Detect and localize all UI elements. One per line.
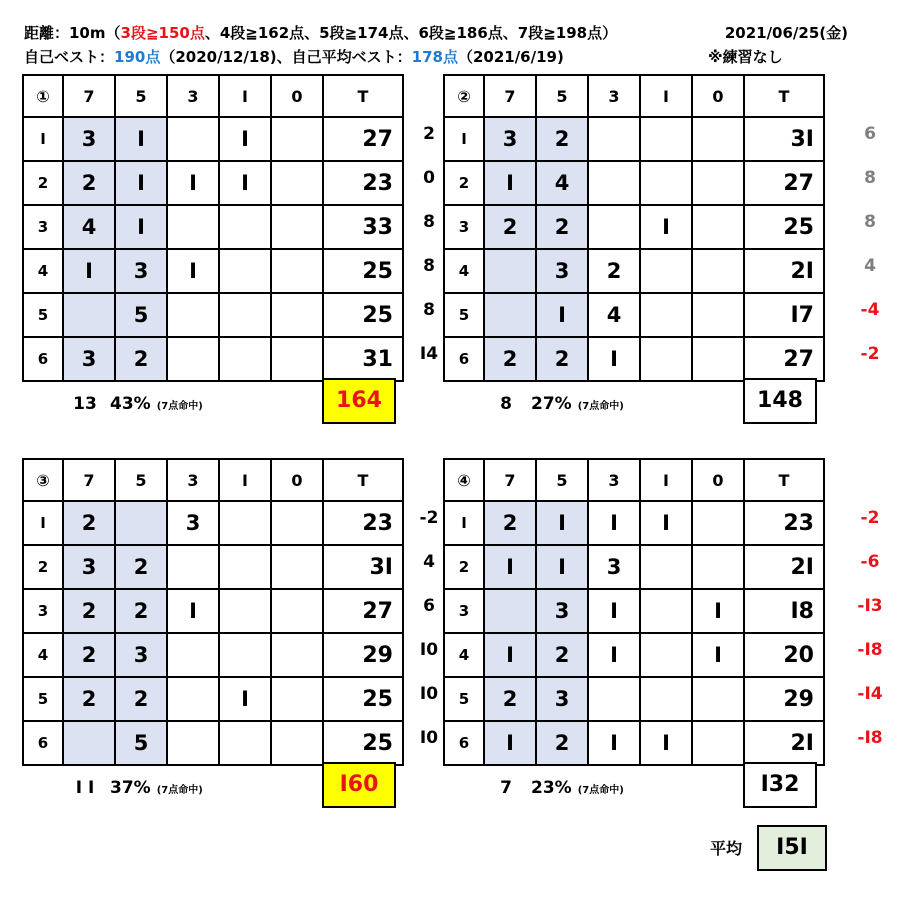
end-number: I	[23, 117, 63, 161]
right-diff-value: -I3	[857, 596, 883, 616]
hit-count-c1	[219, 721, 271, 765]
hit-count-c0	[271, 205, 323, 249]
round-label: ③	[23, 459, 63, 501]
seven-hit-note: (7点命中)	[577, 401, 624, 412]
mid-diff-value: 2	[423, 124, 435, 144]
score-table-1	[22, 74, 404, 382]
end-total: 27	[323, 589, 403, 633]
right-diff-value: -2	[860, 344, 880, 364]
hit-count-c0: I	[692, 589, 744, 633]
right-diff-value: -6	[860, 552, 880, 572]
right-diff-value: -4	[860, 300, 880, 320]
hit-count-c1	[219, 545, 271, 589]
best-label: 自己ベスト：	[24, 48, 115, 66]
hit-count-c7: 3	[63, 117, 115, 161]
criteria-suffix: 、4段≧162点、5段≧174点、6段≧186点、7段≧198点）	[204, 24, 618, 42]
end-number: 4	[444, 249, 484, 293]
end-number: I	[23, 501, 63, 545]
hit-count-c1: I	[219, 677, 271, 721]
column-header: 7	[63, 75, 115, 117]
table-row	[444, 589, 824, 633]
hit-count-c3	[588, 205, 640, 249]
table-row	[23, 337, 403, 381]
hit-summary	[493, 394, 624, 414]
column-header: 5	[115, 459, 167, 501]
hit-count-c0	[692, 293, 744, 337]
hit-count-c5: 3	[536, 589, 588, 633]
seven-hit-percent: 23%	[531, 778, 572, 798]
hit-count-c0	[692, 545, 744, 589]
hit-count-c5: I	[115, 117, 167, 161]
seven-hit-count: 7	[500, 778, 512, 798]
hit-count-c0	[692, 721, 744, 765]
table-row	[23, 677, 403, 721]
column-header: 7	[484, 75, 536, 117]
hit-count-c7: I	[484, 633, 536, 677]
hit-count-c5: 2	[536, 337, 588, 381]
seven-hit-percent: 27%	[531, 394, 572, 414]
column-header: 0	[692, 75, 744, 117]
column-header: 5	[115, 75, 167, 117]
best-date: （2020/12/18)、自己平均ベスト：	[160, 48, 412, 66]
right-diff-value: -I4	[857, 684, 883, 704]
hit-count-c7: 2	[63, 633, 115, 677]
seven-hit-count: 13	[73, 394, 97, 414]
end-total: 20	[744, 633, 824, 677]
hit-count-c7: I	[484, 721, 536, 765]
hit-count-c7: 3	[63, 337, 115, 381]
column-header: 5	[536, 459, 588, 501]
avg-best-date: （2021/6/19)	[457, 48, 564, 66]
hit-count-c0	[271, 633, 323, 677]
end-number: 5	[23, 293, 63, 337]
right-diff-value: -2	[860, 508, 880, 528]
hit-count-c5: I	[536, 545, 588, 589]
mid-diff-value: 6	[423, 596, 435, 616]
hit-count-c7	[484, 249, 536, 293]
hit-count-c7: I	[484, 545, 536, 589]
hit-count-c7: 2	[63, 501, 115, 545]
average-value: I5I	[757, 825, 827, 871]
end-number: 2	[23, 161, 63, 205]
right-diff-value: 8	[864, 168, 876, 188]
seven-hit-note: (7点命中)	[577, 785, 624, 796]
hit-count-c7: 2	[484, 501, 536, 545]
end-total: 33	[323, 205, 403, 249]
score-table-3	[22, 458, 404, 766]
column-header: I	[640, 459, 692, 501]
hit-count-c5: 2	[536, 205, 588, 249]
hit-count-c7: 2	[63, 677, 115, 721]
hit-count-c1	[219, 293, 271, 337]
end-number: 2	[444, 545, 484, 589]
end-total: 23	[744, 501, 824, 545]
round-total: 148	[743, 378, 817, 424]
end-total: I8	[744, 589, 824, 633]
hit-count-c1	[640, 161, 692, 205]
mid-diff-value: I0	[419, 728, 439, 748]
end-total: 3I	[744, 117, 824, 161]
column-header: T	[323, 459, 403, 501]
end-total: 27	[744, 161, 824, 205]
hit-count-c3	[167, 117, 219, 161]
table-row	[23, 161, 403, 205]
end-number: 3	[23, 205, 63, 249]
column-header: 7	[63, 459, 115, 501]
table-row	[23, 293, 403, 337]
hit-count-c3	[167, 721, 219, 765]
column-header: 0	[692, 459, 744, 501]
column-header: 0	[271, 459, 323, 501]
table-row	[23, 545, 403, 589]
end-number: 6	[444, 721, 484, 765]
table-row	[444, 633, 824, 677]
column-header: T	[744, 459, 824, 501]
score-table-4	[443, 458, 825, 766]
end-number: 4	[444, 633, 484, 677]
right-diff-value: -I8	[857, 640, 883, 660]
end-number: 6	[23, 337, 63, 381]
end-total: 27	[323, 117, 403, 161]
end-number: 5	[444, 677, 484, 721]
hit-count-c0	[271, 249, 323, 293]
table-row	[444, 501, 824, 545]
hit-count-c1: I	[219, 117, 271, 161]
table-row	[444, 161, 824, 205]
hit-count-c3: 4	[588, 293, 640, 337]
end-number: 3	[444, 205, 484, 249]
hit-count-c0	[271, 501, 323, 545]
hit-count-c3: I	[167, 589, 219, 633]
end-total: 2I	[744, 721, 824, 765]
end-total: 25	[323, 249, 403, 293]
table-row	[23, 249, 403, 293]
hit-count-c5: 3	[536, 677, 588, 721]
hit-count-c5: I	[115, 205, 167, 249]
column-header: T	[744, 75, 824, 117]
mid-diff-value: 8	[423, 212, 435, 232]
hit-count-c3: I	[588, 337, 640, 381]
column-header: 5	[536, 75, 588, 117]
hit-count-c3	[167, 677, 219, 721]
practice-note: ※練習なし	[708, 48, 783, 66]
hit-count-c0	[271, 545, 323, 589]
end-total: 23	[323, 161, 403, 205]
table-row	[444, 205, 824, 249]
end-total: 23	[323, 501, 403, 545]
hit-count-c7: 2	[63, 161, 115, 205]
hit-count-c1: I	[640, 501, 692, 545]
hit-summary	[72, 394, 203, 414]
end-number: I	[444, 501, 484, 545]
round-label: ②	[444, 75, 484, 117]
column-header: 3	[167, 459, 219, 501]
score-table-2	[443, 74, 825, 382]
hit-count-c1	[219, 205, 271, 249]
hit-count-c5: 2	[536, 721, 588, 765]
end-number: 6	[23, 721, 63, 765]
hit-count-c3: I	[167, 161, 219, 205]
table-row	[23, 501, 403, 545]
hit-count-c5: 3	[536, 249, 588, 293]
end-total: 3I	[323, 545, 403, 589]
hit-count-c5: 2	[115, 677, 167, 721]
end-total: 27	[744, 337, 824, 381]
avg-best-score: 178点	[411, 48, 458, 66]
hit-count-c5: I	[536, 293, 588, 337]
criteria-3dan: 3段≧150点	[120, 24, 205, 42]
hit-count-c1: I	[640, 205, 692, 249]
column-header: 3	[167, 75, 219, 117]
end-number: 4	[23, 249, 63, 293]
hit-count-c5: 3	[115, 633, 167, 677]
seven-hit-note: (7点命中)	[156, 785, 203, 796]
hit-count-c5: 2	[115, 337, 167, 381]
table-row	[444, 677, 824, 721]
criteria-prefix: 距離：10m（	[24, 24, 121, 42]
hit-count-c0	[692, 501, 744, 545]
hit-count-c3: I	[588, 633, 640, 677]
mid-diff-value: I4	[419, 344, 439, 364]
end-number: 4	[23, 633, 63, 677]
hit-count-c0	[692, 161, 744, 205]
mid-diff-value: 8	[423, 300, 435, 320]
end-total: 25	[323, 677, 403, 721]
hit-count-c1	[640, 589, 692, 633]
seven-hit-count: I I	[75, 778, 95, 798]
seven-hit-count: 8	[500, 394, 512, 414]
end-number: 3	[23, 589, 63, 633]
hit-count-c7: 2	[484, 677, 536, 721]
hit-count-c1	[219, 633, 271, 677]
hit-count-c0	[692, 205, 744, 249]
hit-count-c3	[167, 545, 219, 589]
hit-count-c3	[588, 161, 640, 205]
hit-count-c5: 2	[115, 589, 167, 633]
hit-count-c7: I	[484, 161, 536, 205]
seven-hit-note: (7点命中)	[156, 401, 203, 412]
right-diff-value: 4	[864, 256, 876, 276]
end-total: 25	[744, 205, 824, 249]
hit-count-c0	[271, 589, 323, 633]
table-row	[444, 545, 824, 589]
hit-count-c1	[219, 501, 271, 545]
personal-best-line	[24, 46, 564, 67]
hit-count-c3: I	[588, 501, 640, 545]
hit-count-c7	[484, 293, 536, 337]
hit-count-c0	[271, 161, 323, 205]
hit-count-c3: 3	[167, 501, 219, 545]
end-number: I	[444, 117, 484, 161]
end-total: 2I	[744, 249, 824, 293]
table-row	[444, 721, 824, 765]
average-label: 平均	[710, 839, 743, 858]
hit-count-c5: 3	[115, 249, 167, 293]
hit-count-c3: I	[588, 589, 640, 633]
seven-hit-percent: 43%	[110, 394, 151, 414]
table-row	[444, 293, 824, 337]
hit-count-c1	[640, 677, 692, 721]
end-total: 29	[744, 677, 824, 721]
table-row	[23, 205, 403, 249]
hit-count-c7: 2	[484, 337, 536, 381]
end-number: 2	[444, 161, 484, 205]
hit-count-c7: 2	[484, 205, 536, 249]
hit-count-c3	[167, 337, 219, 381]
hit-count-c1	[640, 117, 692, 161]
hit-count-c5: I	[536, 501, 588, 545]
hit-count-c1	[219, 249, 271, 293]
hit-count-c3	[588, 677, 640, 721]
round-label: ①	[23, 75, 63, 117]
distance-criteria	[24, 22, 617, 43]
hit-count-c7: 4	[63, 205, 115, 249]
end-total: 2I	[744, 545, 824, 589]
hit-count-c5	[115, 501, 167, 545]
hit-count-c7	[484, 589, 536, 633]
hit-count-c0	[271, 293, 323, 337]
table-row	[444, 249, 824, 293]
table-row	[23, 589, 403, 633]
hit-count-c0	[271, 721, 323, 765]
column-header: 3	[588, 75, 640, 117]
round-total: I60	[322, 762, 396, 808]
hit-count-c1	[219, 337, 271, 381]
hit-summary	[72, 778, 203, 798]
column-header: 7	[484, 459, 536, 501]
hit-count-c1	[219, 589, 271, 633]
hit-count-c0	[692, 677, 744, 721]
table-row	[444, 337, 824, 381]
mid-diff-value: -2	[419, 508, 439, 528]
hit-count-c5: I	[115, 161, 167, 205]
seven-hit-percent: 37%	[110, 778, 151, 798]
end-total: 29	[323, 633, 403, 677]
hit-count-c1	[640, 545, 692, 589]
hit-count-c0	[692, 117, 744, 161]
hit-count-c5: 2	[536, 117, 588, 161]
right-diff-value: 6	[864, 124, 876, 144]
hit-count-c1	[640, 633, 692, 677]
table-row	[23, 633, 403, 677]
end-number: 2	[23, 545, 63, 589]
end-number: 3	[444, 589, 484, 633]
hit-count-c0	[271, 337, 323, 381]
right-diff-value: 8	[864, 212, 876, 232]
hit-count-c7	[63, 721, 115, 765]
hit-count-c1: I	[219, 161, 271, 205]
hit-count-c3	[167, 205, 219, 249]
hit-count-c5: 2	[115, 545, 167, 589]
column-header: 3	[588, 459, 640, 501]
column-header: I	[219, 459, 271, 501]
hit-count-c3: I	[588, 721, 640, 765]
hit-count-c3: I	[167, 249, 219, 293]
right-diff-value: -I8	[857, 728, 883, 748]
hit-count-c0	[271, 117, 323, 161]
hit-count-c1	[640, 293, 692, 337]
column-header: I	[640, 75, 692, 117]
hit-count-c7: 3	[63, 545, 115, 589]
round-label: ④	[444, 459, 484, 501]
end-total: I7	[744, 293, 824, 337]
hit-count-c7: 3	[484, 117, 536, 161]
end-total: 25	[323, 293, 403, 337]
end-number: 5	[444, 293, 484, 337]
column-header: I	[219, 75, 271, 117]
hit-count-c1	[640, 337, 692, 381]
column-header: T	[323, 75, 403, 117]
hit-count-c3	[588, 117, 640, 161]
hit-count-c0	[271, 677, 323, 721]
hit-count-c7: 2	[63, 589, 115, 633]
mid-diff-value: I0	[419, 640, 439, 660]
hit-count-c1: I	[640, 721, 692, 765]
hit-summary	[493, 778, 624, 798]
mid-diff-value: I0	[419, 684, 439, 704]
end-number: 6	[444, 337, 484, 381]
hit-count-c0	[692, 337, 744, 381]
hit-count-c1	[640, 249, 692, 293]
hit-count-c3	[167, 293, 219, 337]
mid-diff-value: 8	[423, 256, 435, 276]
hit-count-c5: 4	[536, 161, 588, 205]
hit-count-c3: 2	[588, 249, 640, 293]
hit-count-c7	[63, 293, 115, 337]
hit-count-c3	[167, 633, 219, 677]
hit-count-c5: 5	[115, 721, 167, 765]
table-row	[444, 117, 824, 161]
round-total: 164	[322, 378, 396, 424]
column-header: 0	[271, 75, 323, 117]
session-date: 2021/06/25(金)	[724, 24, 848, 42]
table-row	[23, 721, 403, 765]
end-total: 25	[323, 721, 403, 765]
hit-count-c5: 5	[115, 293, 167, 337]
round-total: I32	[743, 762, 817, 808]
hit-count-c0	[692, 249, 744, 293]
end-total: 31	[323, 337, 403, 381]
hit-count-c3: 3	[588, 545, 640, 589]
mid-diff-value: 0	[423, 168, 435, 188]
best-score: 190点	[114, 48, 161, 66]
end-number: 5	[23, 677, 63, 721]
table-row	[23, 117, 403, 161]
mid-diff-value: 4	[423, 552, 435, 572]
hit-count-c5: 2	[536, 633, 588, 677]
hit-count-c7: I	[63, 249, 115, 293]
hit-count-c0: I	[692, 633, 744, 677]
